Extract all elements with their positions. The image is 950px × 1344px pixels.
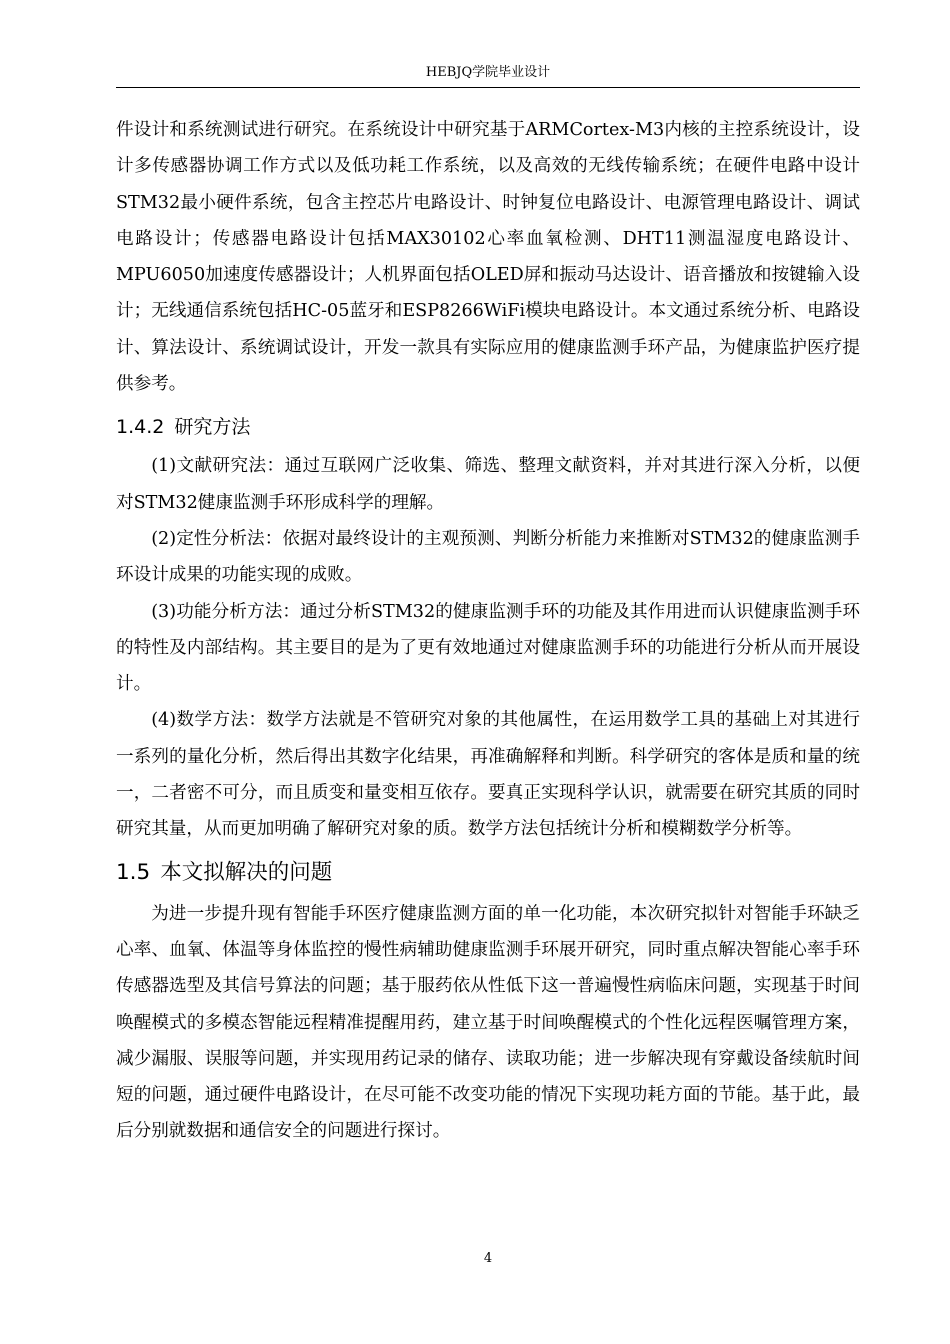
section-number: 1.4.2 [116, 416, 165, 439]
section-heading-1-4-2 [116, 412, 860, 442]
intro-paragraph: 件设计和系统测试进行研究。在系统设计中研究基于ARMCortex-M3内核的主控系统设计，设计多传感器协调工作方式以及低功耗工作系统，以及高效的无线传输系统；在硬件电路中设计STM32最小硬件系统，包含主控芯片电路设计、时钟复位电路设计、电源管理电路设计、调试电路设计；传感器电路设计包括MAX30102心率血氧检测、DHT11测温湿度电路设计、MPU6050加速度传感器设计；人机界面包括OLED屏和振动马达设计、语音播放和按键输入设计；无线通信系统包括HC-05蓝牙和ESP8266WiFi模块电路设计。本文通过系统分析、电路设计、算法设计、系统调试设计，开发一款具有实际应用的健康监测手环产品，为健康监护医疗提供参考。 [116, 120, 860, 395]
section-number: 1.5 [116, 859, 151, 885]
page-body [116, 112, 860, 1150]
page-number: 4 [483, 1251, 493, 1266]
method-paragraph-qualitative: (2)定性分析法：依据对最终设计的主观预测、判断分析能力来推断对STM32的健康监测手环设计成果的功能实现的成败。 [116, 528, 860, 586]
method-paragraph-mathematical: (4)数学方法：数学方法就是不管研究对象的其他属性，在运用数学工具的基础上对其进行一系列的量化分析，然后得出其数字化结果，再准确解释和判断。科学研究的客体是质和量的统一，二者密不可分，而且质变和量变相互依存。要真正实现科学认识，就需要在研究其质的同时研究其量，从而更加明确了解研究对象的质。数学方法包括统计分析和模糊数学分析等。 [116, 710, 860, 840]
problem-paragraph: 为进一步提升现有智能手环医疗健康监测方面的单一化功能，本次研究拟针对智能手环缺乏心率、血氧、体温等身体监控的慢性病辅助健康监测手环展开研究，同时重点解决智能心率手环传感器选型及其信号算法的问题；基于服药依从性低下这一普遍慢性病临床问题，实现基于时间唤醒模式的多模态智能远程精准提醒用药，建立基于时间唤醒模式的个性化远程医嘱管理方案，减少漏服、误服等问题，并实现用药记录的储存、读取功能；进一步解决现有穿戴设备续航时间短的问题，通过硬件电路设计，在尽可能不改变功能的情况下实现功耗方面的节能。基于此，最后分别就数据和通信安全的问题进行探讨。 [116, 903, 860, 1142]
header-divider [116, 87, 860, 88]
section-heading-1-5 [116, 856, 860, 890]
section-title: 本文拟解决的问题 [160, 859, 333, 885]
method-paragraph-functional: (3)功能分析方法：通过分析STM32的健康监测手环的功能及其作用进而认识健康监测手环的特性及内部结构。其主要目的是为了更有效地通过对健康监测手环的功能进行分析从而开展设计。 [116, 601, 860, 695]
method-paragraph-literature: (1)文献研究法：通过互联网广泛收集、筛选、整理文献资料，并对其进行深入分析，以便对STM32健康监测手环形成科学的理解。 [116, 456, 860, 513]
section-title: 研究方法 [174, 416, 251, 439]
running-header: HEBJQ学院毕业设计 [425, 65, 551, 80]
